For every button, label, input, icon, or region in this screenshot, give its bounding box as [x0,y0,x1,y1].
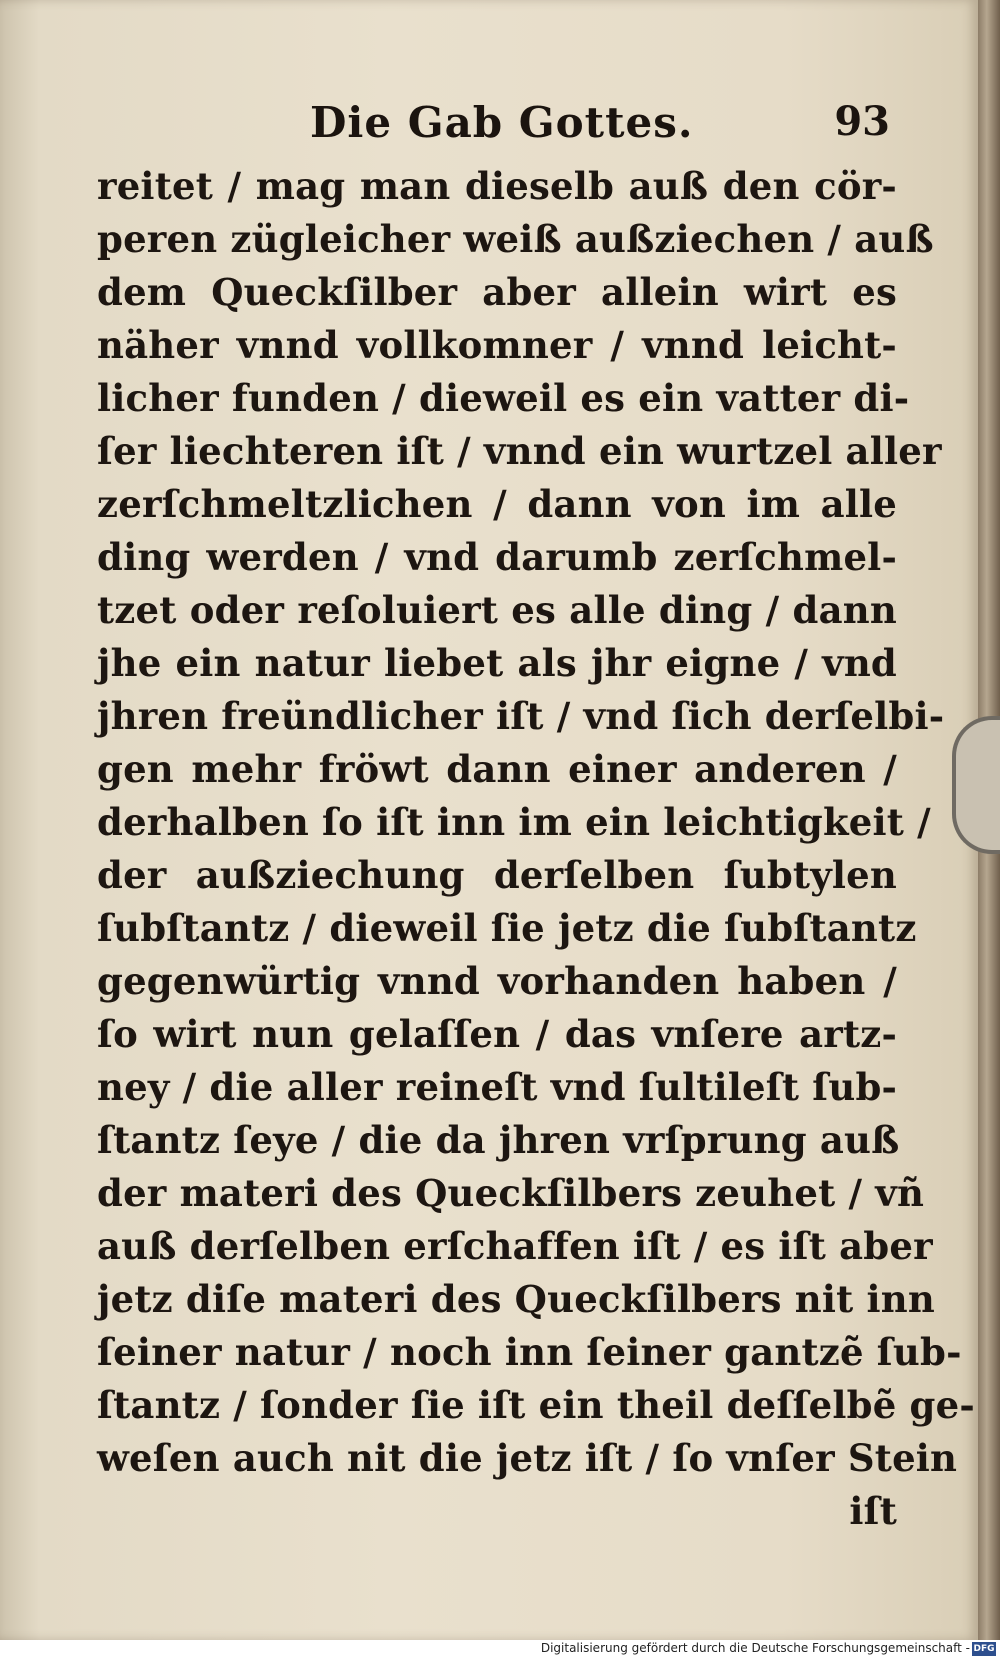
page-header [300,98,890,158]
text-line: jhren freündlicher iſt / vnd ſich derſelbi- [97,694,945,738]
text-line: gegenwürtig vnnd vorhanden haben / [97,959,897,1003]
funding-credit: Digitalisierung gefördert durch die Deutsche Forschungsgemeinschaft - [540,1641,970,1655]
text-line: der materi des Queckſilbers zeuhet / vñ [97,1171,925,1215]
text-line: ney / die aller reineſt vnd ſultileſt ſub- [97,1065,898,1109]
running-title: Die Gab Gottes. [310,98,694,147]
dfg-logo-icon: DFG [973,1644,995,1654]
text-line: gen mehr fröwt dann einer anderen / [97,747,897,791]
text-line: jetz diſe materi des Queckſilbers nit inn [97,1277,935,1321]
text-line: ſeiner natur / noch inn ſeiner gantzẽ ſub- [97,1330,962,1374]
text-line: weſen auch nit die jetz iſt / ſo vnſer Stein [97,1436,958,1480]
text-line: ſtantz / ſonder ſie iſt ein theil deſſelbẽ ge- [97,1383,975,1427]
text-line: auß derſelben erſchaffen iſt / es iſt aber [97,1224,933,1268]
text-block [97,160,975,1538]
text-line: ſo wirt nun gelaſſen / das vnſere artz- [97,1012,897,1056]
page-clip-tab [952,716,1000,854]
text-line: ſubſtantz / dieweil ſie jetz die ſubſtantz [97,906,917,950]
text-line: dem Queckſilber aber allein wirt es [97,270,897,314]
text-line: näher vnnd vollkomner / vnnd leicht- [97,323,897,367]
text-line: ding werden / vnd darumb zerſchmel- [97,535,897,579]
page-number: 93 [834,98,890,145]
text-line: der außziechung derſelben ſubtylen [97,853,897,897]
text-line: zerſchmeltzlichen / dann von im alle [97,482,897,526]
text-line: reitet / mag man dieselb auß den cör- [97,164,897,208]
catchword: iſt [849,1489,897,1533]
text-line: peren zügleicher weiß außziechen / auß [97,217,934,261]
text-line: tzet oder reſoluiert es alle ding / dann [97,588,897,632]
text-line: jhe ein natur liebet als jhr eigne / vnd [97,641,897,685]
footer-bar [0,1640,1000,1659]
text-line: ſer liechteren iſt / vnnd ein wurtzel aller [97,429,942,473]
text-line: licher funden / dieweil es ein vatter di- [97,376,910,420]
text-line: derhalben ſo iſt inn im ein leichtigkeit / [97,800,931,844]
text-line: ſtantz ſeye / die da jhren vrſprung auß [97,1118,900,1162]
